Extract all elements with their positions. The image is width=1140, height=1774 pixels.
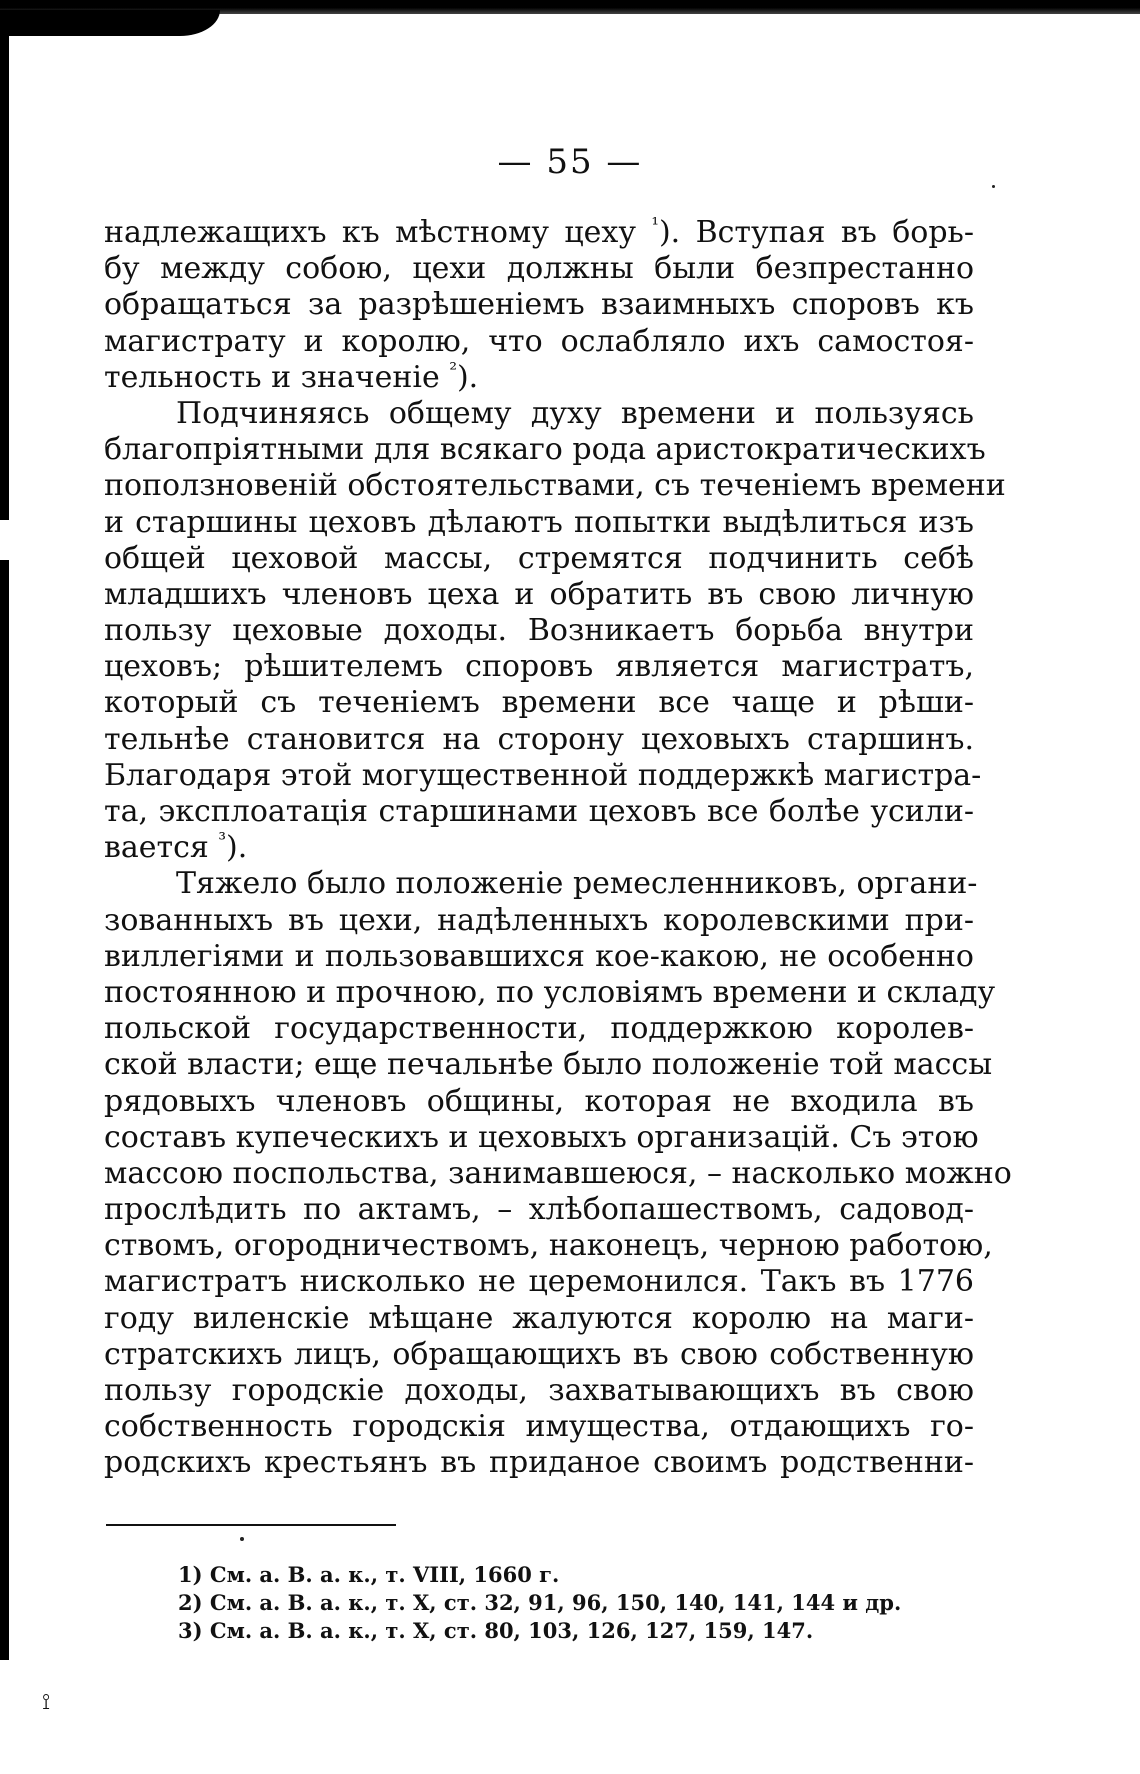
- footnote-marker: ³: [218, 829, 227, 852]
- text-line: родскихъ крестьянъ въ приданое своимъ родственни-: [104, 1445, 974, 1481]
- scan-left-edge: [0, 20, 9, 1660]
- text-line: ской власти; еще печальнѣе было положеніе той массы: [104, 1047, 993, 1083]
- footnote-2: 2) См. а. В. а. к., т. X, ст. 32, 91, 96, 150, 140, 141, 144 и др.: [178, 1590, 902, 1615]
- scan-top-edge-shadow: [0, 10, 220, 36]
- text-line: магистратъ нисколько не церемонился. Такъ въ 1776: [104, 1264, 974, 1300]
- scan-mark-icon: ⟟: [42, 1690, 51, 1715]
- text-line: та, эксплоатація старшинами цеховъ все болѣе усили-: [104, 794, 974, 829]
- text-line: году виленскіе мѣщане жалуются королю на маги-: [104, 1300, 974, 1336]
- text-line: пользу городскіе доходы, захватывающихъ въ свою: [104, 1373, 974, 1408]
- scan-left-edge-gap: [0, 520, 9, 560]
- text-line: вается $^{^3}$).: [104, 829, 248, 866]
- text-line: собственность городскія имущества, отдающихъ го-: [104, 1409, 974, 1445]
- text-line: постоянною и прочною, по условіямъ времени и складу: [104, 974, 996, 1010]
- text-line: массою поспольства, занимавшеюся, – насколько можно: [104, 1155, 1012, 1191]
- text-line: тельнѣе становится на сторону цеховыхъ старшинъ.: [104, 721, 974, 757]
- text-line: который съ теченіемъ времени все чаще и рѣши-: [104, 685, 974, 721]
- text-line: и старшины цеховъ дѣлаютъ попытки выдѣлиться изъ: [104, 504, 974, 540]
- text-line: надлежащихъ къ мѣстному цеху $^{^1}$). Вступая въ борь-: [104, 214, 974, 250]
- text-line: составъ купеческихъ и цеховыхъ организацій. Съ этою: [104, 1119, 979, 1155]
- text-line: Тяжело было положеніе ремесленниковъ, органи-: [176, 866, 978, 902]
- text-line: пользу цеховые доходы. Возникаетъ борьба внутри: [104, 613, 974, 649]
- footnote-3: 3) См. а. В. а. к., т. X, ст. 80, 103, 126, 127, 159, 147.: [178, 1618, 814, 1643]
- text-line: поползновеній обстоятельствами, съ теченіемъ времени: [104, 468, 1006, 504]
- footnote-1: 1) См. а. В. а. к., т. VIII, 1660 г.: [178, 1562, 560, 1587]
- scan-speck: [992, 185, 995, 188]
- text-line: общей цеховой массы, стремятся подчинить себѣ: [104, 540, 974, 576]
- text-line: ствомъ, огородничествомъ, наконецъ, черною работою,: [104, 1228, 993, 1264]
- text-line: цеховъ; рѣшителемъ споровъ является магистратъ,: [104, 649, 974, 685]
- footnote-marker: ¹: [651, 214, 659, 236]
- text-line: прослѣдить по актамъ, – хлѣбопашествомъ, садовод-: [104, 1192, 974, 1228]
- text-line: обращаться за разрѣшеніемъ взаимныхъ споровъ къ: [104, 287, 974, 323]
- footnote-separator: [106, 1524, 396, 1526]
- text-line: виллегіями и пользовавшихся кое-какою, не особенно: [104, 938, 974, 974]
- text-line: тельность и значеніе $^{^2}$).: [104, 358, 479, 395]
- text-line: младшихъ членовъ цеха и обратить въ свою личную: [104, 576, 974, 612]
- footnote-marker: ²: [449, 358, 457, 381]
- text-line: Благодаря этой могущественной поддержкѣ магистра-: [104, 757, 982, 793]
- text-line: стратскихъ лицъ, обращающихъ въ свою собственную: [104, 1336, 974, 1372]
- scan-speck: [240, 1537, 244, 1541]
- text-line: магистрату и королю, что ослабляло ихъ самостоя-: [104, 323, 974, 359]
- text-line: Подчиняясь общему духу времени и пользуясь: [176, 395, 974, 431]
- text-line: рядовыхъ членовъ общины, которая не входила въ: [104, 1083, 974, 1119]
- text-line: благопріятными для всякаго рода аристократическихъ: [104, 432, 986, 468]
- text-line: польской государственности, поддержкою королев-: [104, 1011, 974, 1047]
- text-line: зованныхъ въ цехи, надѣленныхъ королевскими при-: [104, 902, 974, 938]
- body-text: [104, 214, 1012, 1482]
- footnotes: [178, 1561, 938, 1645]
- page-number: — 55 —: [497, 142, 643, 182]
- text-line: бу между собою, цехи должны были безпрестанно: [104, 251, 974, 287]
